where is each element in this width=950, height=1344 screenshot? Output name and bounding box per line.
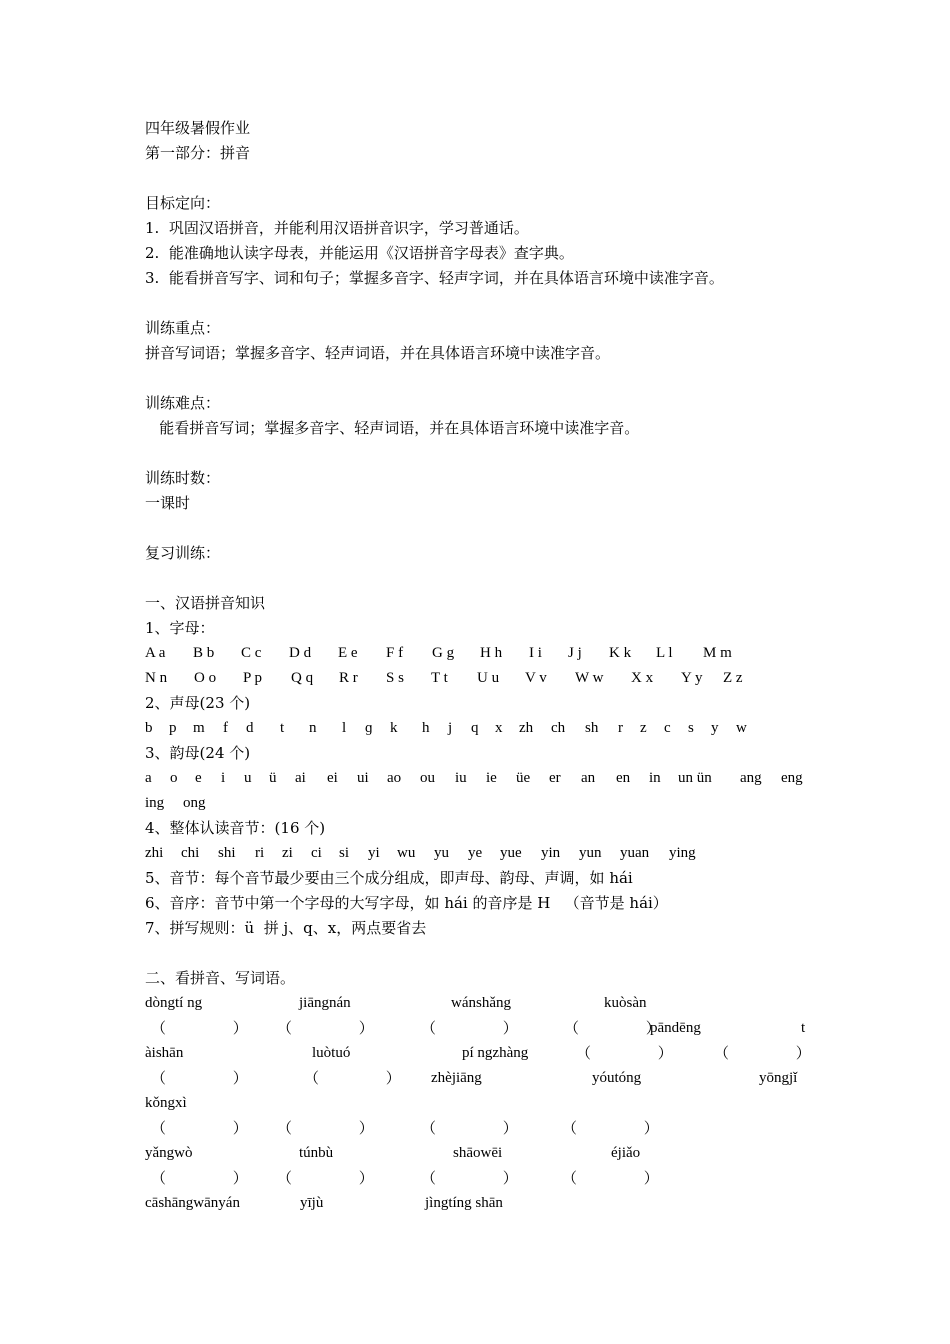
pinyin-word: jiāngnán bbox=[299, 995, 351, 1011]
whole-syllable: yu bbox=[434, 845, 449, 861]
pinyin-word: pāndēng bbox=[650, 1020, 701, 1036]
final: i bbox=[221, 770, 226, 786]
answer-blank[interactable]: （ ） bbox=[421, 1019, 518, 1037]
whole-syllable: yun bbox=[579, 845, 602, 861]
initials-heading: 2、声母(23 个) bbox=[145, 694, 251, 712]
hours-heading: 训练时数： bbox=[145, 469, 221, 487]
letter-pair: R r bbox=[339, 670, 358, 686]
part-title: 第一部分：拼音 bbox=[145, 144, 251, 162]
initial: l bbox=[342, 720, 347, 736]
initial: ɡ bbox=[365, 720, 373, 736]
initial: ch bbox=[551, 720, 566, 736]
initial: h bbox=[422, 720, 430, 736]
answer-blank[interactable]: （ ） bbox=[714, 1044, 811, 1062]
answer-blank[interactable]: （ ） bbox=[562, 1169, 659, 1187]
pinyin-word: kuòsàn bbox=[604, 995, 647, 1011]
goal-item: 2. 能准确地认读字母表，并能运用《汉语拼音字母表》查字典。 bbox=[145, 244, 574, 262]
pinyin-word: luòtuó bbox=[312, 1045, 351, 1061]
answer-blank[interactable]: （ ） bbox=[151, 1169, 248, 1187]
initial: j bbox=[448, 720, 453, 736]
letter-pair: U u bbox=[477, 670, 500, 686]
final: o bbox=[170, 770, 178, 786]
pinyin-row bbox=[145, 1143, 810, 1163]
letter-pair: X x bbox=[631, 670, 654, 686]
answer-blank[interactable]: （ ） bbox=[421, 1119, 518, 1137]
whole-syllable: zi bbox=[282, 845, 293, 861]
answer-blank[interactable]: （ ） bbox=[304, 1069, 401, 1087]
focus-heading: 训练重点： bbox=[145, 319, 221, 337]
initial: c bbox=[664, 720, 671, 736]
final: en bbox=[616, 770, 631, 786]
letter-pair: A a bbox=[145, 645, 166, 661]
final: a bbox=[145, 770, 152, 786]
pinyin-word: yījù bbox=[300, 1195, 324, 1211]
pinyin-row bbox=[145, 1193, 810, 1213]
whole-syllable: yue bbox=[500, 845, 522, 861]
letter-pair: O o bbox=[194, 670, 217, 686]
letter-pair: Z z bbox=[723, 670, 743, 686]
final: ai bbox=[295, 770, 306, 786]
letter-pair: N n bbox=[145, 670, 168, 686]
letter-pair: L l bbox=[656, 645, 673, 661]
whole-syllable: zhi bbox=[145, 845, 164, 861]
final: ou bbox=[420, 770, 435, 786]
pinyin-word: yōngjǐ bbox=[759, 1070, 798, 1086]
whole-syllable: ci bbox=[311, 845, 322, 861]
final: ao bbox=[387, 770, 402, 786]
final: üe bbox=[516, 770, 531, 786]
whole-syllable: si bbox=[339, 845, 350, 861]
pinyin-word: cāshāngwānyán bbox=[145, 1195, 240, 1211]
goal-heading: 目标定向： bbox=[145, 194, 221, 212]
final: in bbox=[649, 770, 661, 786]
letter-pair: F f bbox=[386, 645, 404, 661]
letters-row-1 bbox=[145, 643, 810, 663]
answer-row bbox=[145, 1018, 810, 1038]
whole-syllable: ye bbox=[468, 845, 483, 861]
letter-pair: D d bbox=[289, 645, 312, 661]
final: iu bbox=[455, 770, 467, 786]
final: u bbox=[244, 770, 252, 786]
doc-title: 四年级暑假作业 bbox=[145, 119, 251, 137]
letter-pair: S s bbox=[386, 670, 404, 686]
pinyin-word: shāowēi bbox=[453, 1145, 503, 1161]
initial: m bbox=[193, 720, 205, 736]
answer-blank[interactable]: （ ） bbox=[576, 1044, 673, 1062]
pinyin-word: pí ngzhàng bbox=[462, 1045, 529, 1061]
spelling-rule: 7、拼写规则：ü 拼 j、q、x，两点要省去 bbox=[145, 919, 427, 937]
finals-heading: 3、韵母(24 个) bbox=[145, 744, 251, 762]
pinyin-word: yǎngwò bbox=[145, 1145, 193, 1161]
review-heading: 复习训练： bbox=[145, 544, 221, 562]
initial: w bbox=[736, 720, 747, 736]
initial: y bbox=[711, 720, 719, 736]
letter-pair: G g bbox=[432, 645, 455, 661]
answer-row bbox=[145, 1068, 810, 1088]
pinyin-word: éjiǎo bbox=[611, 1145, 641, 1161]
goal-item: 1. 巩固汉语拼音，并能利用汉语拼音识字，学习普通话。 bbox=[145, 219, 529, 237]
order-rule: 6、音序：音节中第一个字母的大写字母，如 hái 的音序是 H （音节是 hái） bbox=[145, 894, 668, 912]
letter-pair: M m bbox=[703, 645, 732, 661]
initial: r bbox=[618, 720, 623, 736]
pinyin-word: t bbox=[801, 1020, 806, 1036]
initial: f bbox=[223, 720, 228, 736]
whole-row bbox=[145, 843, 810, 863]
answer-blank[interactable]: （ ） bbox=[562, 1119, 659, 1137]
whole-syllable: shi bbox=[218, 845, 236, 861]
whole-syllable: yuan bbox=[620, 845, 650, 861]
letters-heading: 1、字母： bbox=[145, 619, 215, 637]
letter-pair: K k bbox=[609, 645, 632, 661]
whole-syllable: ri bbox=[255, 845, 265, 861]
whole-syllable: chi bbox=[181, 845, 200, 861]
final: ui bbox=[357, 770, 369, 786]
pinyin-word: àishān bbox=[145, 1045, 184, 1061]
pinyin-word: yóutóng bbox=[592, 1070, 642, 1086]
section2-heading: 二、看拼音、写词语。 bbox=[145, 969, 296, 987]
final: an bbox=[581, 770, 596, 786]
final: er bbox=[549, 770, 561, 786]
letter-pair: T t bbox=[431, 670, 448, 686]
answer-blank[interactable]: （ ） bbox=[151, 1069, 248, 1087]
initial: k bbox=[390, 720, 398, 736]
final: ü bbox=[269, 770, 277, 786]
answer-blank[interactable]: （ ） bbox=[277, 1119, 374, 1137]
finals-row-2 bbox=[145, 793, 810, 813]
initial: b bbox=[145, 720, 153, 736]
pinyin-word: túnbù bbox=[299, 1145, 334, 1161]
answer-blank[interactable]: （ ） bbox=[421, 1169, 518, 1187]
final: un ün bbox=[678, 770, 712, 786]
answer-blank[interactable]: （ ） bbox=[277, 1169, 374, 1187]
answer-row bbox=[145, 1168, 810, 1188]
initial: n bbox=[309, 720, 317, 736]
final: eng bbox=[781, 770, 803, 786]
letter-pair: Q q bbox=[291, 670, 314, 686]
focus-text: 拼音写词语；掌握多音字、轻声词语，并在具体语言环境中读准字音。 bbox=[145, 344, 611, 362]
letter-pair: I i bbox=[529, 645, 542, 661]
whole-syllable: yin bbox=[541, 845, 561, 861]
initial: p bbox=[169, 720, 177, 736]
final: ang bbox=[740, 770, 762, 786]
letter-pair: B b bbox=[193, 645, 215, 661]
pinyin-word: kǒngxì bbox=[145, 1095, 187, 1111]
letter-pair: W w bbox=[575, 670, 604, 686]
initials-row bbox=[145, 718, 810, 738]
answer-blank[interactable]: （ ） bbox=[564, 1019, 661, 1037]
letter-pair: V v bbox=[525, 670, 547, 686]
whole-heading: 4、整体认读音节：(16 个) bbox=[145, 819, 326, 837]
pinyin-row bbox=[145, 993, 810, 1013]
letter-pair: H h bbox=[480, 645, 503, 661]
section1-heading: 一、汉语拼音知识 bbox=[145, 594, 266, 612]
difficulty-heading: 训练难点： bbox=[145, 394, 221, 412]
letter-pair: E e bbox=[338, 645, 358, 661]
difficulty-text: 能看拼音写词；掌握多音字、轻声词语，并在具体语言环境中读准字音。 bbox=[145, 419, 640, 437]
initial: zh bbox=[519, 720, 534, 736]
finals-row-1 bbox=[145, 768, 810, 788]
initial: d bbox=[246, 720, 254, 736]
goal-item: 3. 能看拼音写字、词和句子；掌握多音字、轻声字词，并在具体语言环境中读准字音。 bbox=[145, 269, 724, 287]
initial: s bbox=[688, 720, 694, 736]
letter-pair: P p bbox=[243, 670, 263, 686]
pinyin-word: dòngtí ng bbox=[145, 995, 203, 1011]
final: ong bbox=[183, 795, 206, 811]
initial: x bbox=[495, 720, 503, 736]
pinyin-word: jìngtíng shān bbox=[425, 1195, 503, 1211]
pinyin-word: wánshǎng bbox=[451, 995, 511, 1011]
answer-blank[interactable]: （ ） bbox=[151, 1119, 248, 1137]
final: ing bbox=[145, 795, 165, 811]
answer-row bbox=[145, 1118, 810, 1138]
final: ei bbox=[327, 770, 338, 786]
pinyin-word: zhèjiāng bbox=[431, 1070, 482, 1086]
initial: t bbox=[280, 720, 285, 736]
final: e bbox=[195, 770, 202, 786]
letter-pair: J j bbox=[568, 645, 582, 661]
final: ie bbox=[486, 770, 497, 786]
hours-text: 一课时 bbox=[145, 494, 191, 512]
initial: z bbox=[640, 720, 647, 736]
letter-pair: Y y bbox=[681, 670, 703, 686]
whole-syllable: yi bbox=[368, 845, 380, 861]
initial: q bbox=[471, 720, 479, 736]
answer-blank[interactable]: （ ） bbox=[151, 1019, 248, 1037]
letters-row-2 bbox=[145, 668, 810, 688]
whole-syllable: ying bbox=[669, 845, 696, 861]
whole-syllable: wu bbox=[397, 845, 416, 861]
syllable-rule: 5、音节：每个音节最少要由三个成分组成，即声母、韵母、声调，如 hái bbox=[145, 869, 633, 887]
answer-blank[interactable]: （ ） bbox=[277, 1019, 374, 1037]
initial: sh bbox=[585, 720, 599, 736]
pinyin-row bbox=[145, 1043, 810, 1063]
letter-pair: C c bbox=[241, 645, 262, 661]
